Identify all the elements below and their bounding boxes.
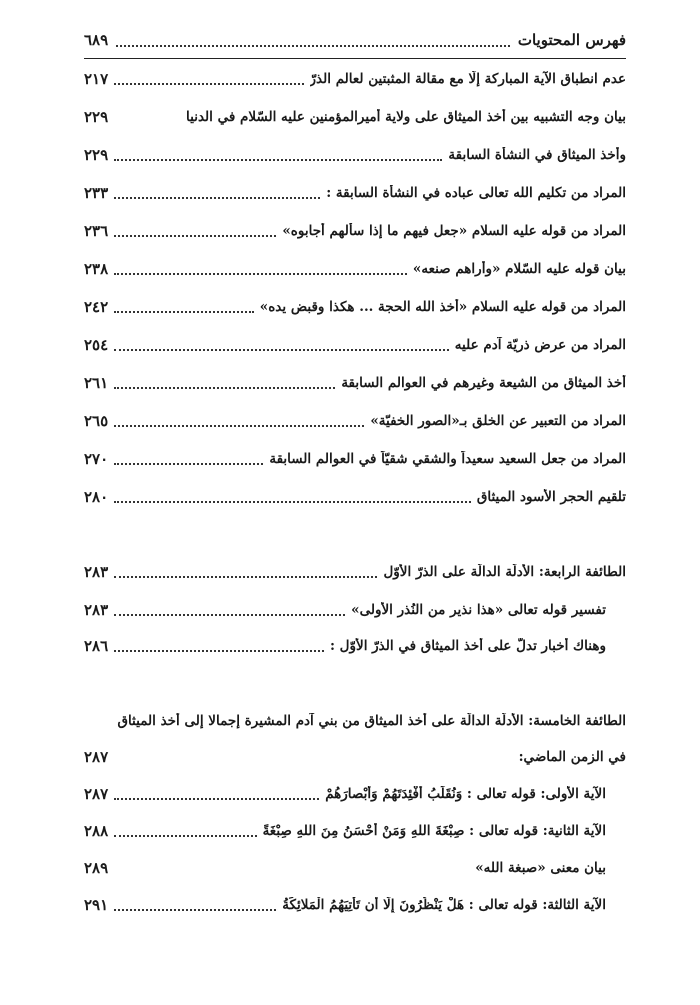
leader-dots xyxy=(114,575,377,578)
toc-entry[interactable] xyxy=(84,890,626,920)
leader-dots xyxy=(114,613,345,616)
toc-entry-title: الآية الأولى: قوله تعالى : وَنُقَلِّبُ أَفْئِدَتَهُمْ وَأَبْصارَهُمْ xyxy=(325,786,606,802)
leader-dots xyxy=(114,462,263,465)
toc-entry-page: ٢٣٦ xyxy=(84,222,109,240)
toc-entry-title: المراد من عرض ذريّة آدم عليه xyxy=(454,337,626,353)
toc-entry-page: ٢٢٩ xyxy=(84,146,109,164)
toc-entry-page: ٢٨٣ xyxy=(84,601,109,619)
leader-dots xyxy=(114,908,276,911)
header-title: فهرس المحتويات xyxy=(517,31,626,49)
leader-dots xyxy=(114,158,442,161)
toc-entry[interactable] xyxy=(84,140,626,170)
toc-entry-page: ٢٤٢ xyxy=(84,298,109,316)
toc-entry-title: وهناك أخبار تدلّ على أخذ الميثاق في الذرّ الأوّل : xyxy=(329,638,606,654)
toc-entry-title: الطائفة الرابعة: الأدلّة الدالّة على الذرّ الأوّل xyxy=(383,564,626,580)
toc-entry[interactable] xyxy=(84,406,626,436)
toc-entry[interactable] xyxy=(84,444,626,474)
toc-entry[interactable] xyxy=(84,292,626,322)
toc-entry-title: المراد من قوله عليه السلام «أخذ الله الحجة ... هكذا وقبض يده» xyxy=(259,299,626,315)
toc-entry[interactable] xyxy=(84,482,626,512)
leader-dots xyxy=(114,834,256,837)
toc-entry-title: تلقيم الحجر الأسود الميثاق xyxy=(476,489,626,505)
header-leader-dots xyxy=(116,44,510,47)
toc-section-heading[interactable] xyxy=(84,706,626,736)
toc-entry[interactable] xyxy=(84,853,626,883)
toc-entry[interactable] xyxy=(84,178,626,208)
toc-entry-title: المراد من قوله عليه السلام «جعل فيهم ما إذا سألهم أجابوه» xyxy=(282,223,626,239)
toc-entry[interactable] xyxy=(84,64,626,94)
toc-entry-page: ٢٧٠ xyxy=(84,450,109,468)
leader-dots xyxy=(114,196,320,199)
toc-entry-page: ٢٨٣ xyxy=(84,563,109,581)
toc-entry-title: تفسير قوله تعالى «هذا نذير من النُذر الأولى» xyxy=(351,602,606,618)
toc-entry-page: ٢٨٩ xyxy=(84,859,109,877)
toc-section-heading[interactable] xyxy=(84,557,626,587)
toc-entry[interactable] xyxy=(84,816,626,846)
leader-dots xyxy=(114,424,364,427)
leader-dots xyxy=(114,272,407,275)
toc-entry[interactable] xyxy=(84,254,626,284)
toc-entry-title: المراد من التعبير عن الخلق بـ«الصور الخفيّة» xyxy=(370,413,626,429)
leader-dots xyxy=(114,872,469,873)
toc-entry[interactable] xyxy=(84,102,626,132)
running-header xyxy=(84,26,626,54)
toc-entry-page: ٢٨٧ xyxy=(84,748,109,766)
toc-entry-page: ٢٨٦ xyxy=(84,637,109,655)
toc-entry-title: عدم انطباق الآية المباركة إلّا مع مقالة المثبتين لعالم الذرّ xyxy=(309,71,626,87)
toc-entry-page: ٢٨٨ xyxy=(84,822,109,840)
toc-entry[interactable] xyxy=(84,216,626,246)
leader-dots xyxy=(114,234,276,237)
toc-entry-page: ٢٩١ xyxy=(84,896,109,914)
toc-entry-page: ٢٦٥ xyxy=(84,412,109,430)
toc-entry-title: الآية الثانية: قوله تعالى : صِبْغَةَ اللهِ وَمَنْ أَحْسَنُ مِنَ اللهِ صِبْغَةً xyxy=(262,823,606,839)
leader-dots xyxy=(114,348,449,351)
toc-entry-title: في الزمن الماضي: xyxy=(518,749,626,765)
toc-entry-page: ٢٨٧ xyxy=(84,785,109,803)
toc-entry-page: ٢٨٠ xyxy=(84,488,109,506)
leader-dots xyxy=(114,761,512,762)
toc-entry-page: ٢١٧ xyxy=(84,70,109,88)
leader-dots xyxy=(114,82,303,85)
toc-entry-page: ٢٣٣ xyxy=(84,184,109,202)
header-rule xyxy=(84,58,626,59)
leader-dots xyxy=(114,386,335,389)
toc-entry-page: ٢٢٩ xyxy=(84,108,109,126)
toc-entry-title: بيان معنى «صبغة الله» xyxy=(475,860,606,876)
leader-dots xyxy=(114,797,319,800)
toc-entry[interactable] xyxy=(84,595,626,625)
toc-entry-title: المراد من جعل السعيد سعيداً والشقي شقيّاً في العوالم السابقة xyxy=(269,451,626,467)
leader-dots xyxy=(110,121,184,122)
leader-dots xyxy=(114,500,471,503)
toc-entry-title: الطائفة الخامسة: الأدلّة الدالّة على أخذ الميثاق من بني آدم المشيرة إجمالا إلى أخذ الميثاق xyxy=(117,713,626,729)
toc-entry-title: بيان قوله عليه السّلام «وأراهم صنعه» xyxy=(412,261,626,277)
toc-entry-page: ٢٥٤ xyxy=(84,336,109,354)
toc-entry[interactable] xyxy=(84,742,626,772)
toc-entry[interactable] xyxy=(84,779,626,809)
toc-entry-title: أخذ الميثاق من الشيعة وغيرهم في العوالم السابقة xyxy=(341,375,626,391)
toc-entry-title: المراد من تكليم الله تعالى عباده في النشأة السابقة : xyxy=(326,185,626,201)
toc-entry-page: ٢٣٨ xyxy=(84,260,109,278)
toc-entry[interactable] xyxy=(84,330,626,360)
toc-entry[interactable] xyxy=(84,631,626,661)
leader-dots xyxy=(114,649,324,652)
toc-entry-title: بيان وجه التشبيه بين أخذ الميثاق على ولاية أميرالمؤمنين عليه السّلام في الدنيا xyxy=(186,109,626,125)
toc-entry-title: الآية الثالثة: قوله تعالى : هَلْ يَنْظُرُونَ إِلَّا أَن تَأْتِيَهُمُ الْمَلائِكَةُ xyxy=(282,897,606,913)
toc-entry-title: وأخذ الميثاق في النشأة السابقة xyxy=(448,147,626,163)
header-page-number: ٦٨٩ xyxy=(84,31,109,49)
toc-entry[interactable] xyxy=(84,368,626,398)
leader-dots xyxy=(114,310,254,313)
toc-entry-page: ٢٦١ xyxy=(84,374,109,392)
